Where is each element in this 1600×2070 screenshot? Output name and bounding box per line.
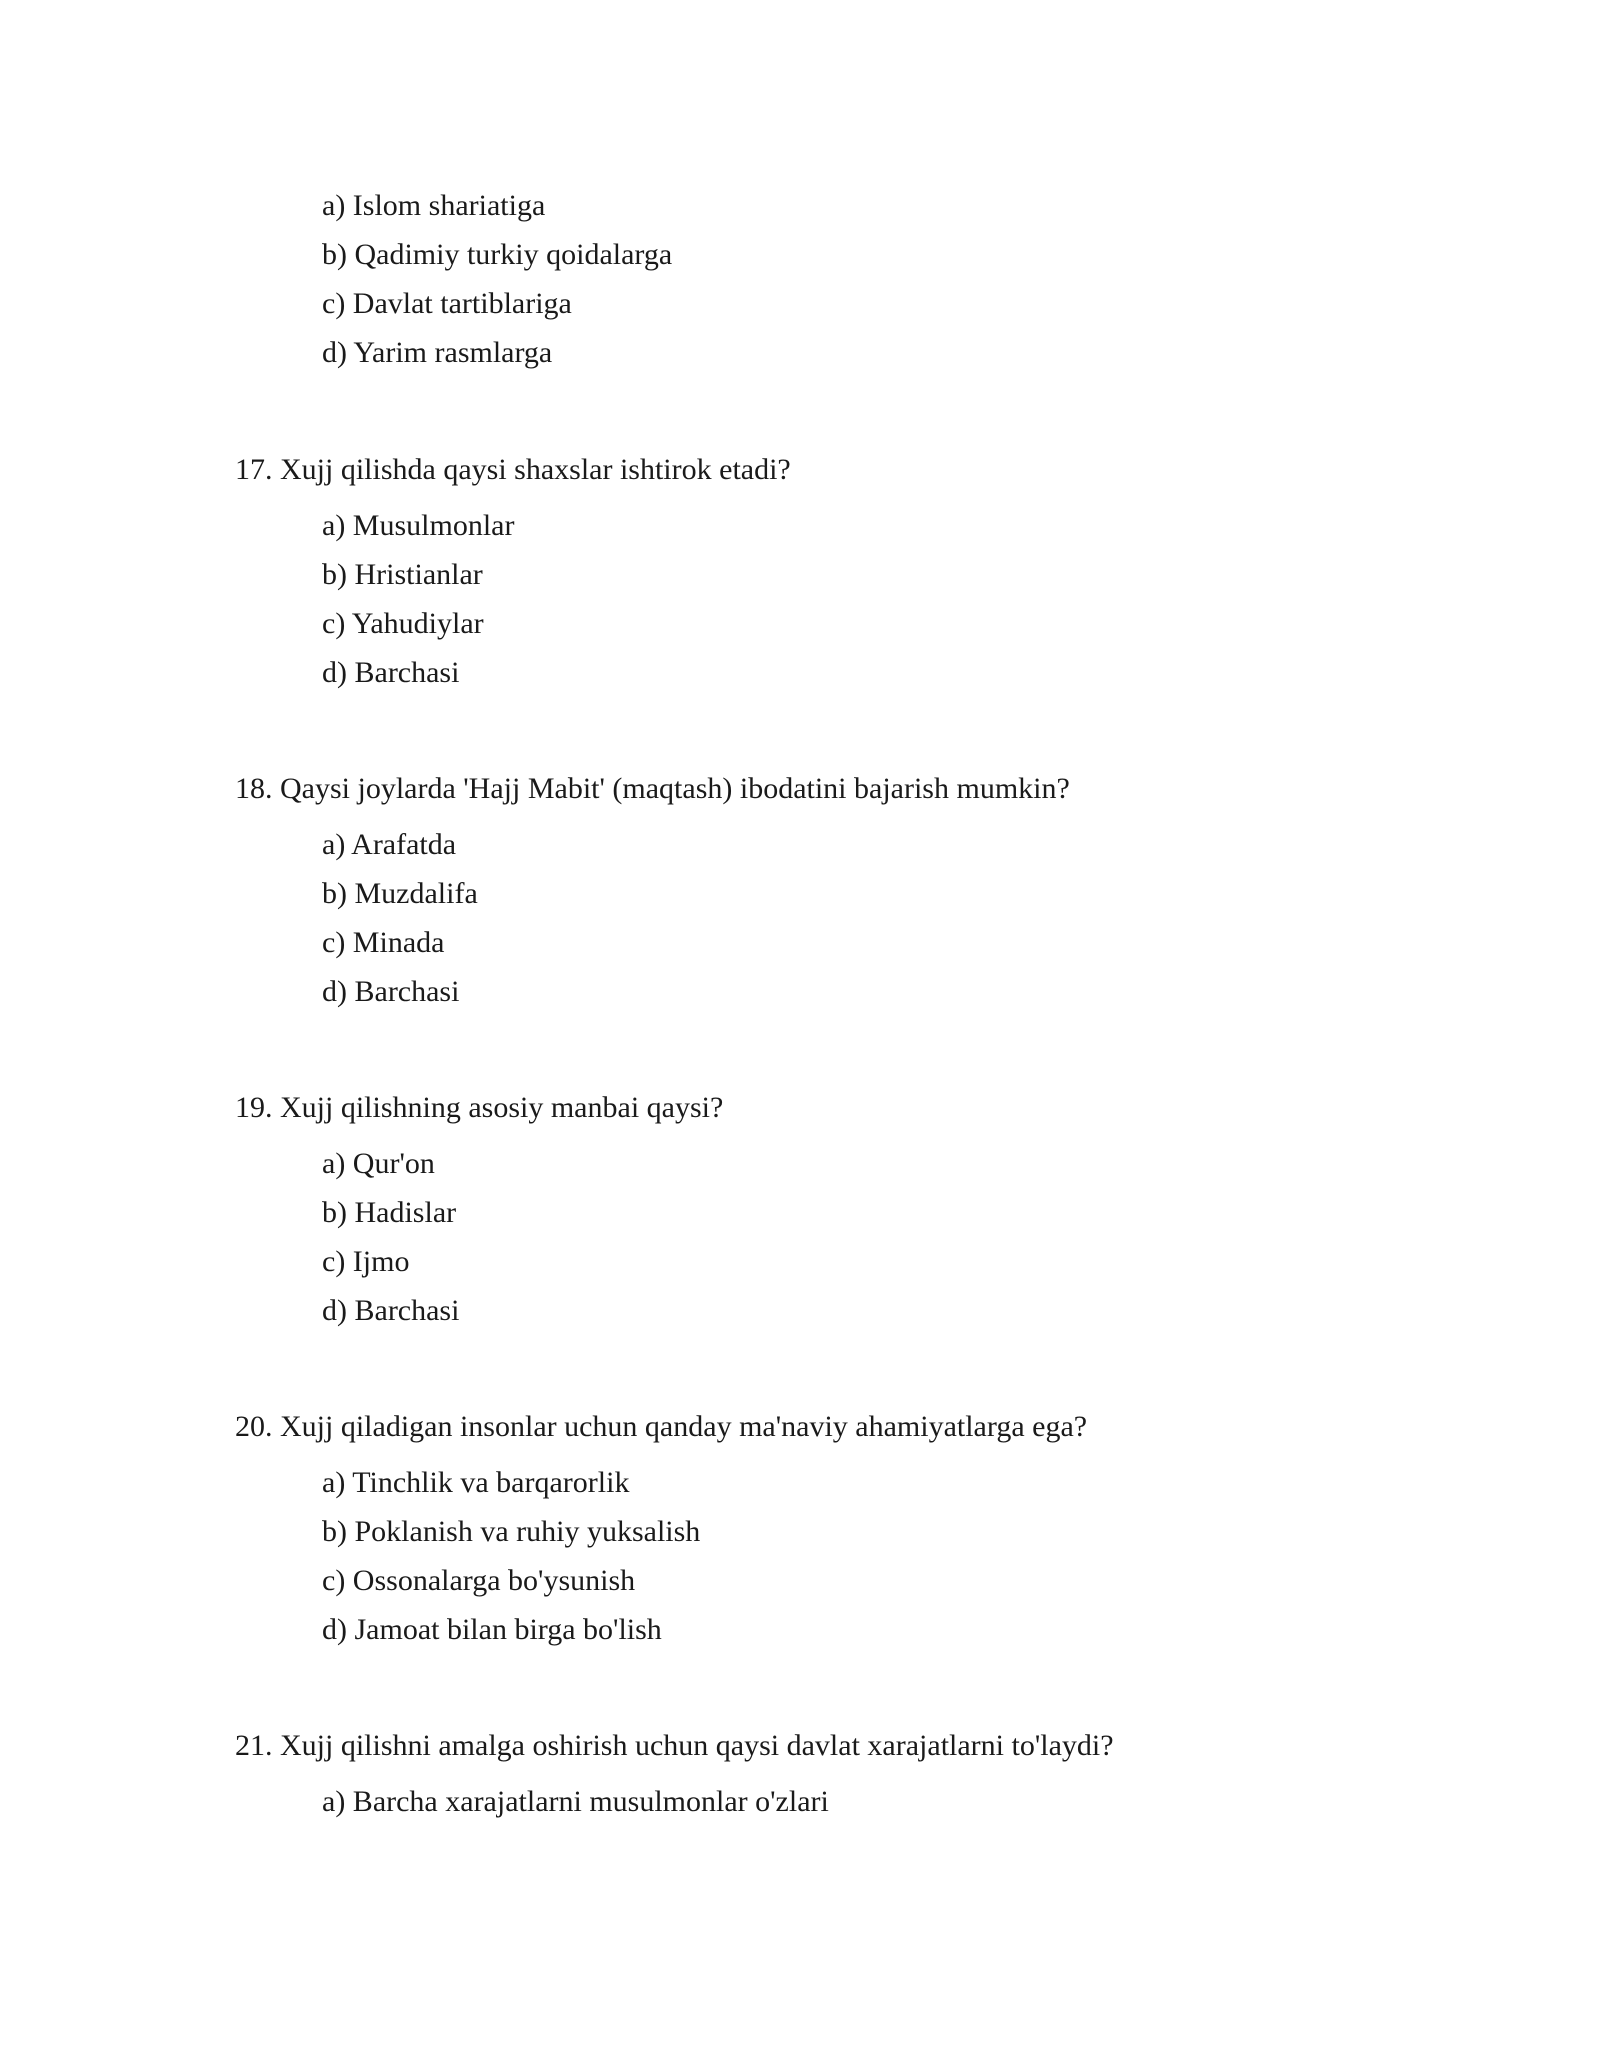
q20-option-a: a) Tinchlik va barqarorlik xyxy=(322,1466,630,1499)
q20-option-b: b) Poklanish va ruhiy yuksalish xyxy=(322,1515,701,1548)
q21-option-a: a) Barcha xarajatlarni musulmonlar o'zlari xyxy=(322,1785,829,1818)
q18-option-d: d) Barchasi xyxy=(322,975,460,1008)
q16-option-d: d) Yarim rasmlarga xyxy=(322,336,553,369)
q18-option-b: b) Muzdalifa xyxy=(322,877,478,910)
q17-option-a: a) Musulmonlar xyxy=(322,509,515,542)
q18-option-c: c) Minada xyxy=(322,926,445,959)
q19-option-d: d) Barchasi xyxy=(322,1294,460,1327)
q19-question: 19. Xujj qilishning asosiy manbai qaysi? xyxy=(235,1091,724,1124)
q17-option-d: d) Barchasi xyxy=(322,656,460,689)
q16-option-c: c) Davlat tartiblariga xyxy=(322,287,572,320)
q20-option-d: d) Jamoat bilan birga bo'lish xyxy=(322,1613,662,1646)
q17-question: 17. Xujj qilishda qaysi shaxslar ishtirok etadi? xyxy=(235,453,791,486)
q21-question: 21. Xujj qilishni amalga oshirish uchun qaysi davlat xarajatlarni to'laydi? xyxy=(235,1729,1114,1762)
q18-question: 18. Qaysi joylarda 'Hajj Mabit' (maqtash) ibodatini bajarish mumkin? xyxy=(235,772,1070,805)
q19-option-b: b) Hadislar xyxy=(322,1196,457,1229)
q18-option-a: a) Arafatda xyxy=(322,828,457,861)
q16-option-b: b) Qadimiy turkiy qoidalarga xyxy=(322,238,673,271)
q17-option-c: c) Yahudiylar xyxy=(322,607,484,640)
q16-option-a: a) Islom shariatiga xyxy=(322,189,546,222)
q20-question: 20. Xujj qiladigan insonlar uchun qanday ma'naviy ahamiyatlarga ega? xyxy=(235,1410,1088,1443)
q17-option-b: b) Hristianlar xyxy=(322,558,483,591)
q19-option-c: c) Ijmo xyxy=(322,1245,410,1278)
q20-option-c: c) Ossonalarga bo'ysunish xyxy=(322,1564,636,1597)
q19-option-a: a) Qur'on xyxy=(322,1147,435,1180)
